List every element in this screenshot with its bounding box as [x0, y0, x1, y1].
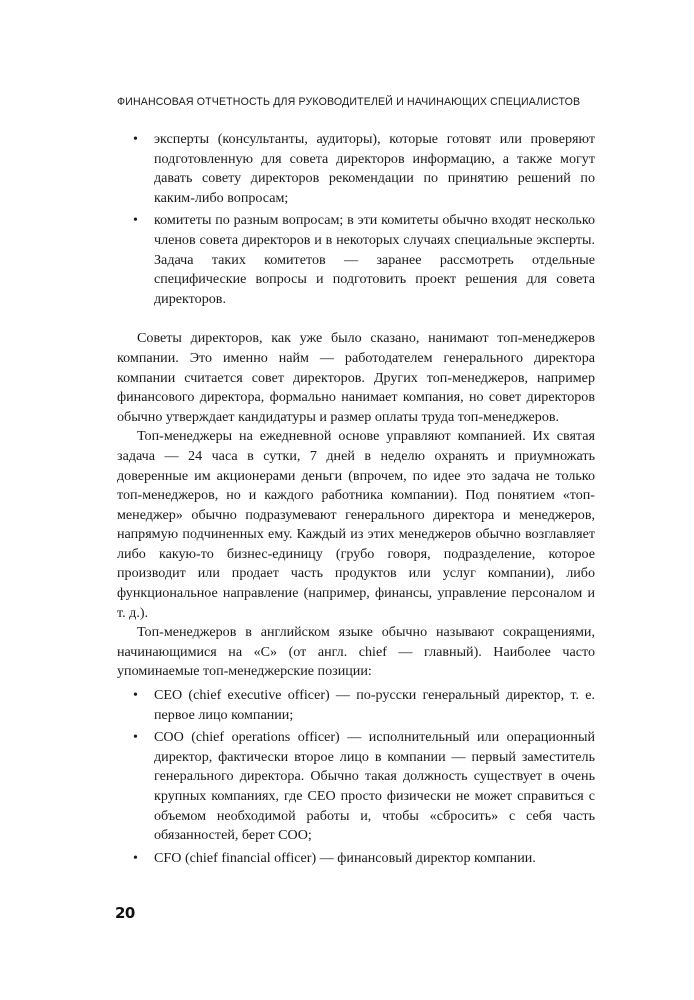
paragraph: Советы директоров, как уже было сказано, нанимают топ-менеджеров компании. Это именно найм — работодателем генерального директора компании считается совет директоров. Других топ-менеджеров, например финансового директора, формально нанимает компания, но совет директоров обычно утверждает кандидатуры и размер оплаты труда топ-менеджеров. [117, 330, 595, 425]
list-item-text: CEO (chief executive officer) — по-русски генеральный директор, т. е. первое лицо компании; [154, 687, 595, 723]
page-number: 20 [115, 904, 135, 922]
list-item-text: эксперты (консультанты, аудиторы), которые готовят или проверяют подготовленную для совета директоров информацию, а также могут давать совету директоров рекомендации по принятию решений по каким-либо вопросам; [154, 131, 595, 206]
list-item [117, 686, 595, 725]
list-item [117, 211, 595, 309]
c-level-positions-list [117, 686, 595, 868]
advisors-bullet-list [117, 130, 595, 309]
list-item [117, 130, 595, 208]
bullet-icon: • [133, 849, 138, 866]
list-item [117, 849, 595, 869]
running-header: ФИНАНСОВАЯ ОТЧЕТНОСТЬ ДЛЯ РУКОВОДИТЕЛЕЙ И НАЧИНАЮЩИХ СПЕЦИАЛИСТОВ [117, 96, 581, 108]
list-item-text: комитеты по разным вопросам; в эти комитеты обычно входят несколько членов совета директоров и в некоторых случаях специальные эксперты. Задача таких комитетов — заранее рассмотреть отдельные специфические вопросы и подготовить проект решения для совета директоров. [154, 212, 595, 307]
paragraph: Топ-менеджеры на ежедневной основе управляют компанией. Их святая задача — 24 часа в сутки, 7 дней в неделю охранять и приумножать доверенные им акционерами деньги (впрочем, по идее это задача не только топ-менеджеров, но и каждого работника компании). Под понятием «топ-менеджер» обычно подразумевают генерального директора и менеджеров, напрямую подчиненных ему. Каждый из этих менеджеров обычно возглавляет либо какую-то бизнес-единицу (грубо говоря, подразделение, которое производит или продает часть продуктов или услуг компании), либо функциональное направление (например, финансы, управление персоналом и т. д.). [117, 428, 595, 621]
list-item [117, 728, 595, 846]
list-item-text: COO (chief operations officer) — исполнительный или операционный директор, фактически второе лицо в компании — первый заместитель генерального директора. Обычно такая должность существует в очень крупных компаниях, где CEO просто физически не может справиться с объемом необходимой работы и, чтобы «сбросить» с себя часть обязанностей, берет COO; [154, 729, 595, 844]
bullet-icon: • [133, 212, 138, 229]
bullet-icon: • [133, 131, 138, 147]
page-body [117, 130, 595, 871]
list-item-text: CFO (chief financial officer) — финансовый директор компании. [154, 849, 536, 866]
bullet-icon: • [133, 687, 138, 704]
paragraph: Топ-менеджеров в английском языке обычно называют сокращениями, начинающимися на «C» (от англ. chief — главный). Наиболее часто упоминаемые топ-менеджерские позиции: [117, 624, 595, 680]
bullet-icon: • [133, 729, 138, 746]
